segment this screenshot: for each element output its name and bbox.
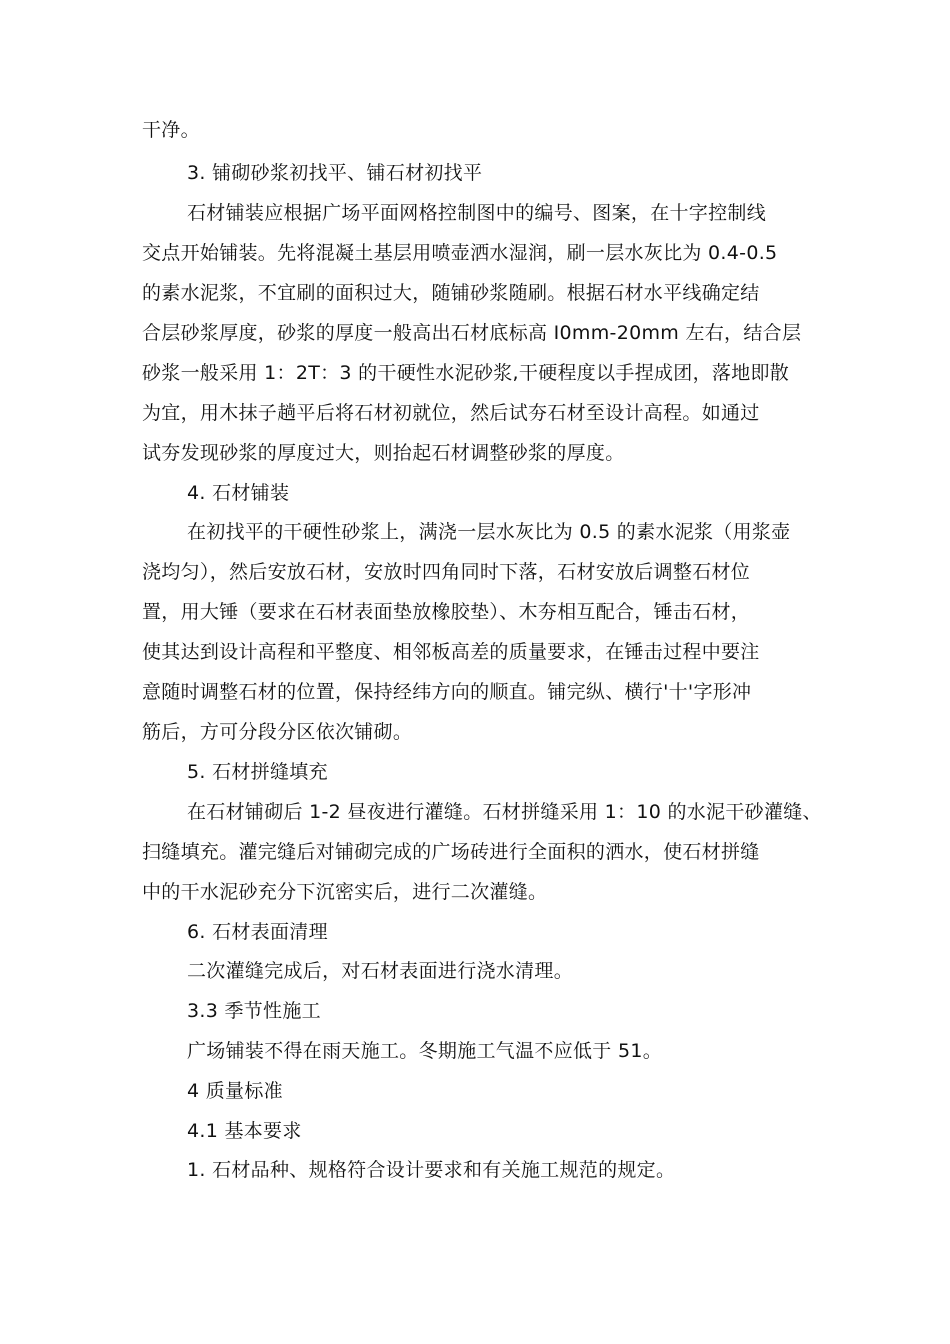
section-heading: 6. 石材表面清理 — [187, 921, 328, 943]
paragraph-line: 中的干水泥砂充分下沉密实后，进行二次灌缝。 — [142, 881, 548, 903]
paragraph-line: 砂浆一般采用 1：2T：3 的干硬性水泥砂浆,干硬程度以手捏成团，落地即散 — [142, 362, 790, 384]
paragraph-line: 为宜，用木抹子趟平后将石材初就位，然后试夯石材至设计高程。如通过 — [142, 402, 760, 424]
paragraph-line: 在初找平的干硬性砂浆上，满浇一层水灰比为 0.5 的素水泥浆（用浆壶 — [187, 521, 791, 543]
paragraph-line: 干净。 — [142, 119, 200, 141]
paragraph-line: 在石材铺砌后 1-2 昼夜进行灌缝。石材拼缝采用 1：10 的水泥干砂灌缝、 — [187, 801, 822, 823]
section-heading: 4 质量标准 — [187, 1080, 283, 1102]
section-heading: 4. 石材铺装 — [187, 482, 290, 504]
paragraph-line: 交点开始铺装。先将混凝土基层用喷壶洒水湿润，刷一层水灰比为 0.4-0.5 — [142, 242, 778, 264]
section-heading: 5. 石材拼缝填充 — [187, 761, 328, 783]
section-heading: 3.3 季节性施工 — [187, 1000, 321, 1022]
paragraph-line: 二次灌缝完成后，对石材表面进行浇水清理。 — [187, 960, 574, 982]
paragraph-line: 置，用大锤（要求在石材表面垫放橡胶垫）、木夯相互配合，锤击石材， — [142, 601, 751, 623]
paragraph-line: 广场铺装不得在雨天施工。冬期施工气温不应低于 51。 — [187, 1040, 663, 1062]
paragraph-line: 的素水泥浆，不宜刷的面积过大，随铺砂浆随刷。根据石材水平线确定结 — [142, 282, 760, 304]
paragraph-line: 石材铺装应根据广场平面网格控制图中的编号、图案，在十字控制线 — [187, 202, 767, 224]
paragraph-line: 使其达到设计高程和平整度、相邻板高差的质量要求，在锤击过程中要注 — [142, 641, 760, 663]
section-heading: 3. 铺砌砂浆初找平、铺石材初找平 — [187, 162, 483, 184]
paragraph-line: 意随时调整石材的位置，保持经纬方向的顺直。铺完纵、横行'十'字形冲 — [142, 681, 752, 703]
paragraph-line: 浇均匀），然后安放石材，安放时四角同时下落，石材安放后调整石材位 — [142, 561, 751, 583]
paragraph-line: 试夯发现砂浆的厚度过大，则抬起石材调整砂浆的厚度。 — [142, 442, 625, 464]
section-heading: 4.1 基本要求 — [187, 1120, 302, 1142]
paragraph-line: 扫缝填充。灌完缝后对铺砌完成的广场砖进行全面积的洒水，使石材拼缝 — [142, 841, 760, 863]
paragraph-line: 筋后，方可分段分区依次铺砌。 — [142, 721, 413, 743]
paragraph-line: 1. 石材品种、规格符合设计要求和有关施工规范的规定。 — [187, 1159, 676, 1181]
paragraph-line: 合层砂浆厚度，砂浆的厚度一般高出石材底标高 I0mm-20mm 左右，结合层 — [142, 322, 802, 344]
